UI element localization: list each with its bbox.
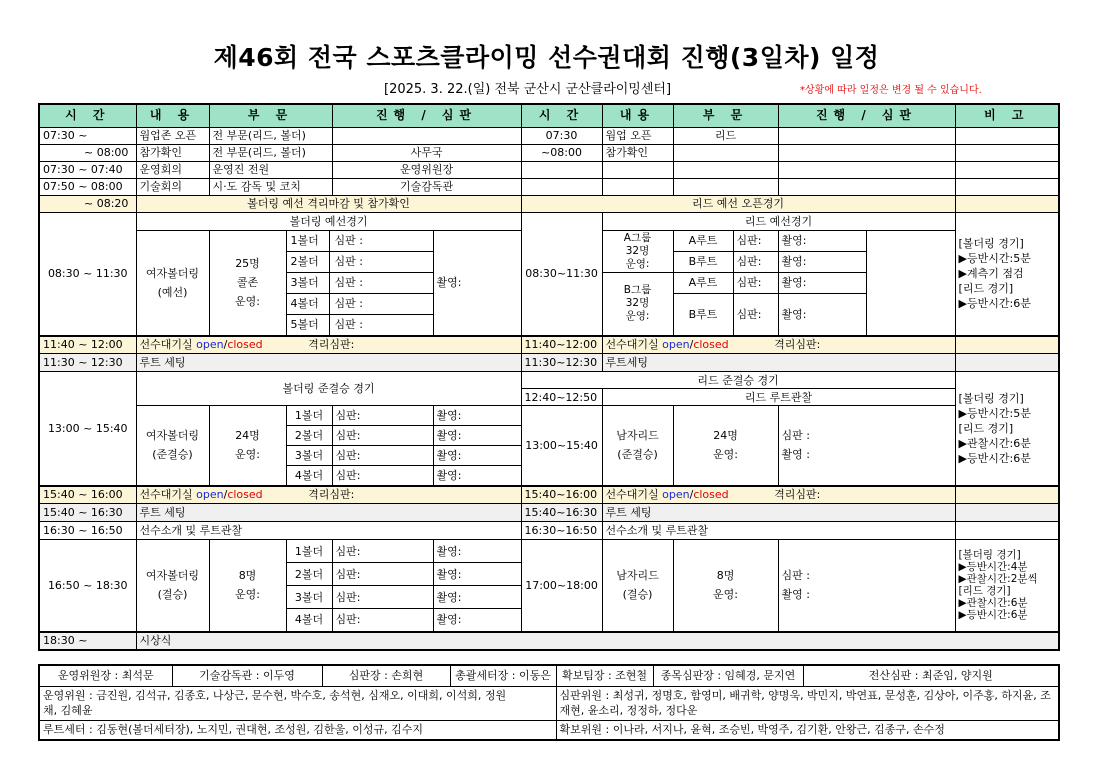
note-line: ▶관찰시간:6분 (958, 597, 1028, 610)
call-zone: 콜존 (236, 276, 259, 289)
judge-cell-right (778, 161, 955, 178)
boulder-label: 1볼더 (286, 406, 332, 426)
group-name: B그룹 (623, 284, 652, 296)
waiting-room-label: 선수대기실 (605, 488, 659, 502)
remarks-cell (955, 486, 1059, 504)
camera-label: 촬영: (433, 446, 521, 466)
note-line: ▶등반시간:4분 (958, 561, 1028, 574)
content-cell-right: 웜업 오픈 (602, 127, 673, 144)
semi-boulder-title: 볼더링 준결승 경기 (136, 372, 521, 406)
camera-label: 촬영: (433, 540, 521, 563)
note-line: [리드 경기] (958, 282, 1014, 295)
staff-head: 총괄세터장 : 이동은 (450, 665, 556, 686)
staff-head: 운영위원장 : 최석문 (39, 665, 172, 686)
operator-label: 운영: (713, 448, 738, 462)
semi-lead-title: 리드 준결승 경기 (521, 372, 955, 389)
boulder-label: 3볼더 (286, 446, 332, 466)
table-row (39, 195, 1059, 212)
remarks-cell (955, 504, 1059, 522)
isolation-cell (136, 486, 521, 504)
camera-label: 촬영 : (781, 588, 810, 602)
col-remarks: 비 고 (955, 104, 1059, 127)
col-time-right: 시 간 (521, 104, 602, 127)
content-cell: 웜업존 오픈 (136, 127, 209, 144)
staff-head: 기술감독관 : 이두영 (172, 665, 322, 686)
route-observation: 리드 루트관찰 (602, 389, 955, 406)
event-venue: [2025. 3. 22.(일) 전북 군산시 군산클라이밍센터] (384, 82, 672, 97)
group-op: 운영: (625, 310, 650, 322)
route-label: A루트 (673, 230, 733, 251)
division-cell: 전 부문(리드, 볼더) (209, 144, 332, 161)
intro-cell: 선수소개 및 루트관찰 (136, 522, 521, 540)
group-name: A그룹 (623, 231, 652, 244)
boulder-judge-cell (286, 293, 433, 314)
group-count: 32명 (625, 244, 650, 257)
page-title: 제46회 전국 스포츠클라이밍 선수권대회 진행(3일차) 일정 (213, 43, 880, 72)
time-cell: ~ 08:00 (39, 144, 136, 161)
judge-cell-right (778, 178, 955, 195)
route-label: B루트 (673, 293, 733, 336)
note-line: ▶관찰시간:2분씩 (958, 573, 1038, 586)
boulder-label: 4볼더 (287, 294, 330, 314)
slash: / (223, 338, 228, 352)
table-row (39, 406, 1059, 426)
final-info (209, 540, 286, 632)
judge-committee: 심판위원 : 최성귀, 정명호, 함영미, 배귀학, 양명욱, 박민지, 박연표, 문성훈, 김상아, 이주홍, 하지윤, 조재현, 윤소리, 정정하, 정다운 (556, 686, 1059, 720)
operator-label: 운영: (713, 588, 738, 602)
judge-cell-right (778, 144, 955, 161)
table-row (39, 522, 1059, 540)
boulder-label: 4볼더 (286, 466, 332, 486)
waiting-room-label: 선수대기실 (605, 338, 659, 352)
content-cell: 기술회의 (136, 178, 209, 195)
judge-cell: 운영위원장 (332, 161, 521, 178)
qual-lead-title: 리드 예선경기 (602, 212, 955, 230)
time-cell: 15:40 ~ 16:30 (39, 504, 136, 522)
qual-lead-time: 08:30~11:30 (521, 212, 602, 336)
note-line: ▶등반시간:6분 (958, 451, 1031, 465)
qual-event (136, 230, 209, 336)
division-cell: 전 부문(리드, 볼더) (209, 127, 332, 144)
schedule-table (38, 103, 1060, 651)
note-line: [볼더링 경기] (958, 391, 1024, 405)
content-cell-right: 참가확인 (602, 144, 673, 161)
obs-time: 12:40~12:50 (521, 389, 602, 406)
closed-status: closed (227, 488, 263, 502)
athlete-count: 24명 (235, 429, 260, 443)
time-cell-right (521, 161, 602, 178)
round-name: (예선) (157, 285, 188, 299)
open-status: open (662, 488, 690, 502)
route-label: A루트 (673, 272, 733, 293)
content-cell: 참가확인 (136, 144, 209, 161)
round-name: (준결승) (617, 448, 658, 462)
staff-row (39, 720, 1059, 740)
group-op: 운영: (625, 257, 650, 270)
table-row (39, 336, 1059, 354)
table-row (39, 540, 1059, 563)
event-name: 남자리드 (616, 569, 659, 583)
closed-status: closed (227, 338, 263, 352)
note-line: [리드 경기] (958, 421, 1014, 435)
remarks-cell (955, 522, 1059, 540)
boulder-label: 2볼더 (286, 426, 332, 446)
judge-cell: 사무국 (332, 144, 521, 161)
col-judge-right: 진행 / 심판 (778, 104, 955, 127)
boulder-judge-cell (286, 251, 433, 272)
isolation-judge: 격리심판: (308, 338, 355, 352)
open-status: open (662, 338, 690, 352)
note-line: [볼더링 경기] (958, 549, 1021, 562)
content-cell-right (602, 178, 673, 195)
staff-table (38, 664, 1060, 741)
remarks-cell (955, 127, 1059, 144)
time-cell-right: ~08:00 (521, 144, 602, 161)
staff-heads-row (39, 665, 1059, 686)
event-name: 여자볼더링 (145, 429, 200, 443)
slash: / (223, 488, 228, 502)
table-row (39, 144, 1059, 161)
ops-committee: 운영위원 : 금진원, 김석규, 김종호, 나상근, 문수현, 박수호, 송석현, 심재오, 이대희, 이석희, 정원채, 김혜윤 (39, 686, 556, 720)
note-line: ▶계측기 점검 (958, 267, 1024, 280)
division-cell-right (673, 161, 778, 178)
qual-info (209, 230, 286, 336)
table-row (39, 632, 1059, 650)
final-lead-judge (778, 540, 955, 632)
camera-label: 촬영: (778, 251, 866, 272)
open-status: open (196, 338, 224, 352)
event-name: 여자볼더링 (145, 266, 200, 280)
header-row (39, 104, 1059, 127)
judge-label: 심판 : (334, 318, 363, 331)
staff-head: 확보팀장 : 조현철 (556, 665, 653, 686)
judge-label: 심판: (332, 446, 433, 466)
note-line: [리드 경기] (958, 585, 1011, 598)
open-status: open (196, 488, 224, 502)
final-remarks (955, 540, 1059, 632)
camera-label: 촬영: (433, 586, 521, 609)
qual-boulder-title: 볼더링 예선경기 (136, 212, 521, 230)
group-a (602, 230, 673, 272)
table-row (39, 161, 1059, 178)
athlete-count: 24명 (713, 429, 738, 443)
division-cell-right (673, 144, 778, 161)
final-lead-info (673, 540, 778, 632)
event-name: 여자볼더링 (145, 569, 200, 583)
time-cell: ~ 08:20 (39, 195, 136, 212)
col-time: 시 간 (39, 104, 136, 127)
athlete-count: 8명 (716, 569, 735, 583)
semi-lead-event (602, 406, 673, 486)
division-cell-right: 리드 (673, 127, 778, 144)
table-row (39, 127, 1059, 144)
isolation-cell-right (602, 486, 955, 504)
time-cell: 07:30 ~ 07:40 (39, 161, 136, 178)
remarks-cell (955, 178, 1059, 195)
time-cell: 07:50 ~ 08:00 (39, 178, 136, 195)
time-cell: 11:40 ~ 12:00 (39, 336, 136, 354)
lead-open: 리드 예선 오픈경기 (521, 195, 955, 212)
judge-label: 심판: (332, 563, 433, 586)
col-content-right: 내용 (602, 104, 673, 127)
camera-label: 촬영 : (781, 448, 810, 462)
judge-label: 심판: (332, 466, 433, 486)
semi-remarks (955, 372, 1059, 486)
time-cell-right: 07:30 (521, 127, 602, 144)
judge-label: 심판: (332, 540, 433, 563)
final-lead-event (602, 540, 673, 632)
boulder-label: 1볼더 (287, 231, 330, 251)
camera-label: 촬영: (433, 563, 521, 586)
route-setters: 루트세터 : 김동현(볼더세터장), 노지민, 권대현, 조성원, 김한울, 이성규, 김수지 (39, 720, 556, 740)
route-setting-right: 루트세팅 (602, 354, 955, 372)
boulder-label: 3볼더 (287, 273, 330, 293)
waiting-room-label: 선수대기실 (139, 488, 193, 502)
boulder-label: 2볼더 (287, 252, 330, 272)
semi-lead-info (673, 406, 778, 486)
time-cell-right (521, 178, 602, 195)
judge-label: 심판: (733, 293, 778, 336)
remarks-cell (955, 336, 1059, 354)
round-name: (결승) (622, 588, 653, 602)
judge-label: 심판 : (334, 234, 363, 247)
final-time: 16:50 ~ 18:30 (39, 540, 136, 632)
division-cell: 운영진 전원 (209, 161, 332, 178)
staff-head: 전산심판 : 최준임, 양지원 (803, 665, 1059, 686)
athlete-count: 8명 (238, 569, 257, 583)
boulder-label: 5볼더 (287, 315, 330, 335)
remarks-cell (955, 354, 1059, 372)
content-cell-right (602, 161, 673, 178)
route-label: B루트 (673, 251, 733, 272)
time-cell: 11:30 ~ 12:30 (39, 354, 136, 372)
boulder-label: 3볼더 (286, 586, 332, 609)
round-name: (준결승) (152, 448, 193, 462)
qual-remarks (955, 212, 1059, 336)
table-row (39, 354, 1059, 372)
col-division: 부 문 (209, 104, 332, 127)
judge-label: 심판: (332, 406, 433, 426)
group-b (602, 272, 673, 336)
note-line: ▶관찰시간:6분 (958, 436, 1031, 450)
judge-label: 심판 : (334, 297, 363, 310)
boulder-judge-cell (286, 230, 433, 251)
table-row (39, 486, 1059, 504)
intro-cell-right: 선수소개 및 루트관찰 (602, 522, 955, 540)
route-setting: 루트 세팅 (136, 504, 521, 522)
time-cell-right: 15:40~16:30 (521, 504, 602, 522)
qual-time: 08:30 ~ 11:30 (39, 212, 136, 336)
final-lead-time: 17:00~18:00 (521, 540, 602, 632)
judge-label: 심판 : (781, 429, 810, 443)
staff-head: 심판장 : 손희현 (322, 665, 450, 686)
closed-status: closed (693, 488, 729, 502)
isolation-cell (136, 336, 521, 354)
final-event (136, 540, 209, 632)
isolation-judge: 격리심판: (774, 338, 821, 352)
remarks-cell (955, 195, 1059, 212)
col-judge: 진행 / 심판 (332, 104, 521, 127)
judge-cell (332, 127, 521, 144)
camera-label: 촬영: (778, 272, 866, 293)
note-line: ▶등반시간:5분 (958, 406, 1031, 420)
route-setting-right: 루트 세팅 (602, 504, 955, 522)
table-row (39, 178, 1059, 195)
judge-label: 심판: (332, 586, 433, 609)
time-cell-right: 16:30~16:50 (521, 522, 602, 540)
division-cell: 시·도 감독 및 코치 (209, 178, 332, 195)
time-cell: 18:30 ~ (39, 632, 136, 650)
boulder-label: 4볼더 (286, 609, 332, 632)
isolation-judge: 격리심판: (774, 488, 821, 502)
time-cell-right: 11:30~12:30 (521, 354, 602, 372)
content-cell: 운영회의 (136, 161, 209, 178)
athlete-count: 25명 (235, 257, 260, 270)
closed-status: closed (693, 338, 729, 352)
time-cell: 15:40 ~ 16:00 (39, 486, 136, 504)
operator-label: 운영: (235, 588, 260, 602)
semi-lead-time: 13:00~15:40 (521, 406, 602, 486)
award-ceremony: 시상식 (136, 632, 1059, 650)
slash: / (689, 488, 694, 502)
semi-time: 13:00 ~ 15:40 (39, 372, 136, 486)
operator-label: 운영: (235, 448, 260, 462)
route-setting: 루트 세팅 (136, 354, 521, 372)
staff-row (39, 686, 1059, 720)
judge-label: 심판: (733, 251, 778, 272)
round-name: (결승) (157, 588, 188, 602)
change-notice: *상황에 따라 일정은 변경 될 수 있습니다. (800, 85, 982, 96)
note-line: ▶등반시간:6분 (958, 297, 1031, 310)
judge-label: 심판: (332, 609, 433, 632)
slash: / (689, 338, 694, 352)
isolation-cell-right (602, 336, 955, 354)
belay-committee: 확보위원 : 이나라, 서지나, 윤혁, 조승빈, 박영주, 김기환, 안왕근, 김종구, 손수정 (556, 720, 1059, 740)
time-cell: 16:30 ~ 16:50 (39, 522, 136, 540)
camera-label: 촬영: (433, 406, 521, 426)
judge-label: 심판 : (334, 255, 363, 268)
isolation-deadline: 볼더링 예선 격리마감 및 참가확인 (136, 195, 521, 212)
event-name: 남자리드 (616, 429, 659, 443)
staff-head: 종목심판장 : 임혜경, 문지연 (653, 665, 803, 686)
semi-event (136, 406, 209, 486)
boulder-judge-cell (286, 272, 433, 293)
note-line: [볼더링 경기] (958, 237, 1024, 250)
col-content: 내 용 (136, 104, 209, 127)
division-cell-right (673, 178, 778, 195)
note-line: ▶등반시간:6분 (958, 609, 1028, 622)
camera-label: 촬영: (433, 466, 521, 486)
remarks-cell (955, 161, 1059, 178)
semi-lead-judge (778, 406, 955, 486)
waiting-room-label: 선수대기실 (139, 338, 193, 352)
boulder-judge-cell (286, 314, 433, 336)
judge-label: 심판: (332, 426, 433, 446)
col-division-right: 부 문 (673, 104, 778, 127)
group-count: 32명 (625, 297, 650, 309)
judge-label: 심판: (733, 230, 778, 251)
camera-label: 촬영: (433, 230, 521, 336)
boulder-label: 1볼더 (286, 540, 332, 563)
operator-label: 운영: (235, 295, 260, 308)
remarks-cell (955, 144, 1059, 161)
camera-label: 촬영: (433, 426, 521, 446)
note-line: ▶등반시간:5분 (958, 252, 1031, 265)
judge-label: 심판 : (334, 276, 363, 289)
judge-label: 심판 : (781, 569, 810, 583)
qual-title-row (39, 212, 1059, 230)
time-cell-right: 11:40~12:00 (521, 336, 602, 354)
semi-title-row (39, 372, 1059, 389)
judge-cell: 기술감독관 (332, 178, 521, 195)
camera-label: 촬영: (778, 293, 866, 336)
isolation-judge: 격리심판: (308, 488, 355, 502)
time-cell-right: 15:40~16:00 (521, 486, 602, 504)
table-row (39, 504, 1059, 522)
semi-info (209, 406, 286, 486)
time-cell: 07:30 ~ (39, 127, 136, 144)
judge-label: 심판: (733, 272, 778, 293)
camera-label: 촬영: (433, 609, 521, 632)
judge-cell-right (778, 127, 955, 144)
boulder-label: 2볼더 (286, 563, 332, 586)
camera-label: 촬영: (778, 230, 866, 251)
